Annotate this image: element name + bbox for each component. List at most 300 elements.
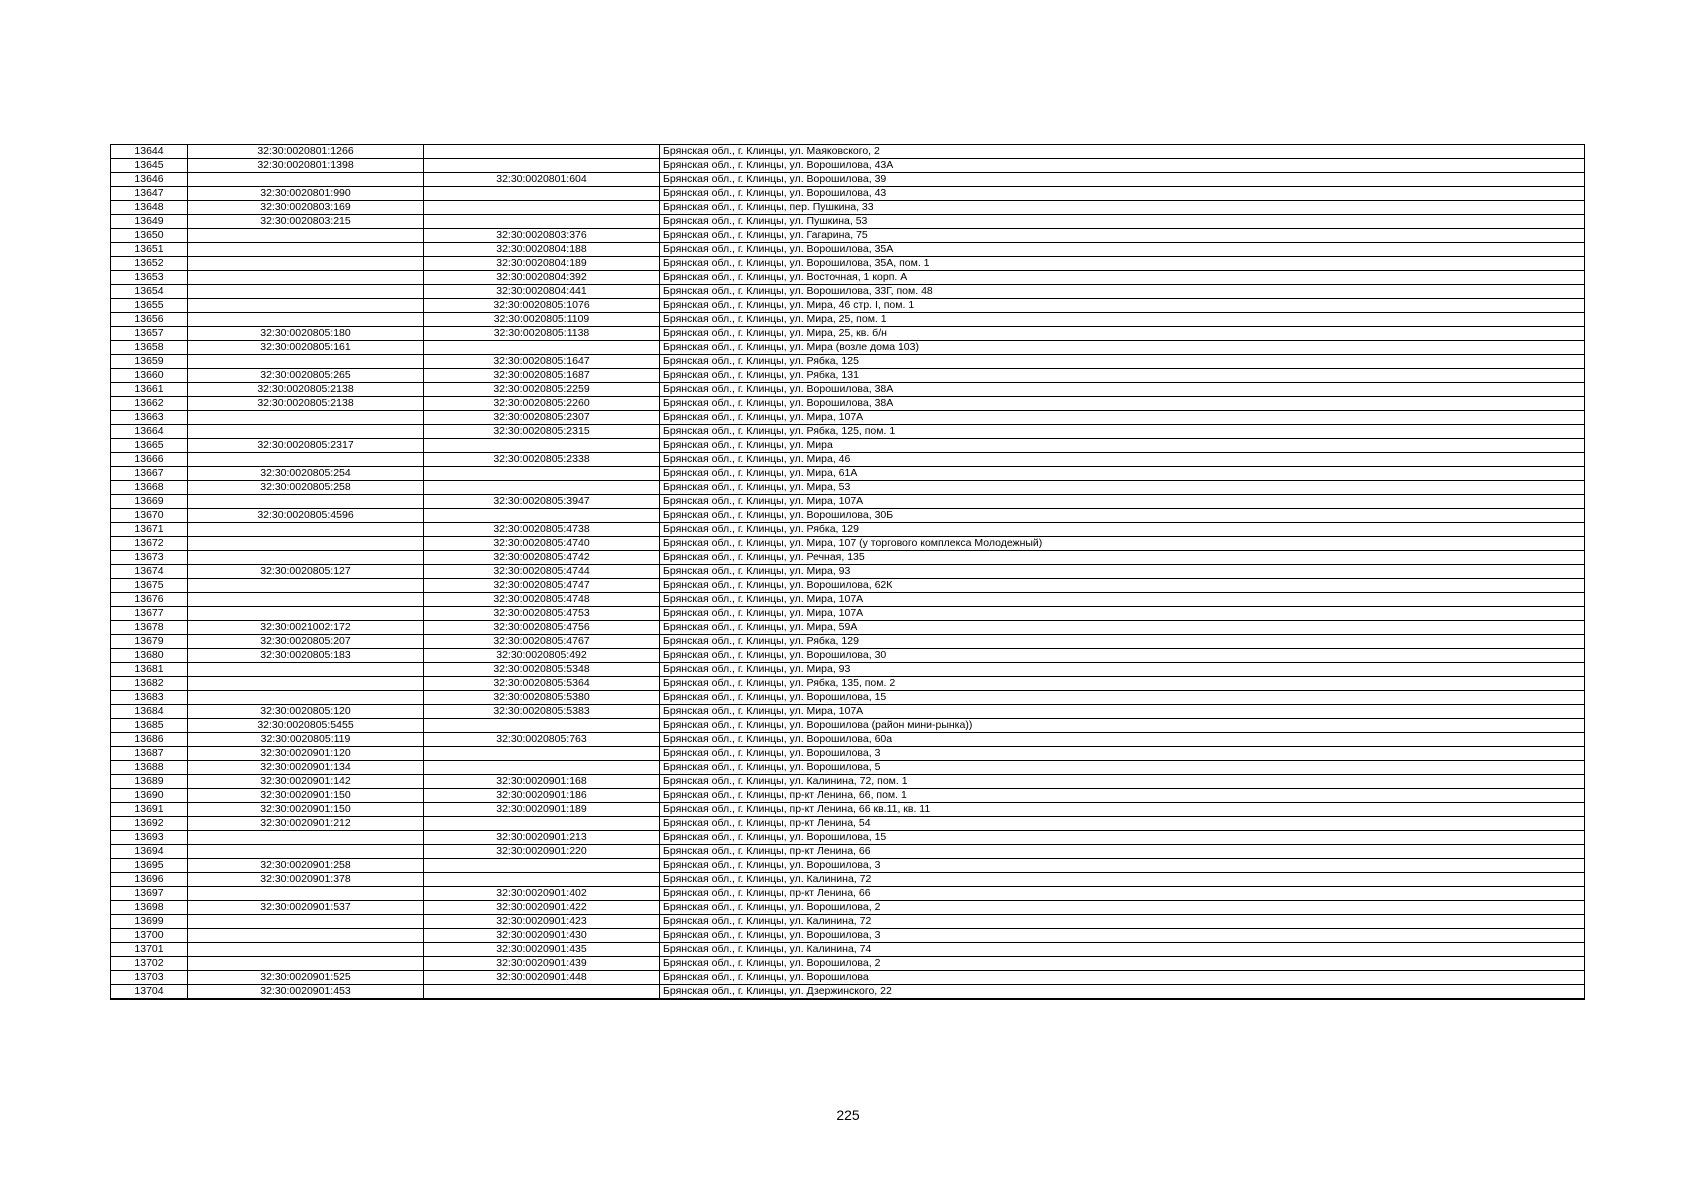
address-cell: Брянская обл., г. Клинцы, ул. Ворошилова, 38А xyxy=(660,397,1585,411)
cadastral-number-cell: 32:30:0020805:258 xyxy=(188,481,424,495)
object-cadastral-number-cell: 32:30:0020901:422 xyxy=(424,901,660,915)
cadastral-number-cell: 32:30:0020805:5455 xyxy=(188,719,424,733)
cadastral-number-cell: 32:30:0020901:258 xyxy=(188,859,424,873)
address-cell: Брянская обл., г. Клинцы, ул. Мира, 107А xyxy=(660,495,1585,509)
address-cell: Брянская обл., г. Клинцы, ул. Рябка, 125, пом. 1 xyxy=(660,425,1585,439)
address-cell: Брянская обл., г. Клинцы, пр-кт Ленина, 66 кв.11, кв. 11 xyxy=(660,803,1585,817)
row-number-cell: 13647 xyxy=(111,187,188,201)
object-cadastral-number-cell: 32:30:0020901:435 xyxy=(424,943,660,957)
row-number-cell: 13686 xyxy=(111,733,188,747)
cadastral-number-cell: 32:30:0020805:120 xyxy=(188,705,424,719)
cadastral-number-cell: 32:30:0020805:119 xyxy=(188,733,424,747)
row-number-cell: 13698 xyxy=(111,901,188,915)
object-cadastral-number-cell: 32:30:0020901:402 xyxy=(424,887,660,901)
object-cadastral-number-cell: 32:30:0020901:213 xyxy=(424,831,660,845)
address-cell: Брянская обл., г. Клинцы, ул. Ворошилова, 35А, пом. 1 xyxy=(660,257,1585,271)
row-number-cell: 13652 xyxy=(111,257,188,271)
address-cell: Брянская обл., г. Клинцы, ул. Мира, 46 xyxy=(660,453,1585,467)
object-cadastral-number-cell: 32:30:0020805:3947 xyxy=(424,495,660,509)
table-row xyxy=(111,831,1585,845)
cadastral-number-cell xyxy=(188,845,424,859)
row-number-cell: 13696 xyxy=(111,873,188,887)
table-row xyxy=(111,495,1585,509)
table-row xyxy=(111,313,1585,327)
cadastral-number-cell xyxy=(188,663,424,677)
object-cadastral-number-cell: 32:30:0020805:4748 xyxy=(424,593,660,607)
cadastral-number-cell: 32:30:0020901:537 xyxy=(188,901,424,915)
row-number-cell: 13648 xyxy=(111,201,188,215)
address-cell: Брянская обл., г. Клинцы, ул. Маяковского, 2 xyxy=(660,145,1585,159)
table-row xyxy=(111,257,1585,271)
address-cell: Брянская обл., г. Клинцы, ул. Ворошилова, 43 xyxy=(660,187,1585,201)
row-number-cell: 13687 xyxy=(111,747,188,761)
object-cadastral-number-cell: 32:30:0020803:376 xyxy=(424,229,660,243)
row-number-cell: 13694 xyxy=(111,845,188,859)
address-cell: Брянская обл., г. Клинцы, ул. Ворошилова, 30Б xyxy=(660,509,1585,523)
table-row xyxy=(111,201,1585,215)
object-cadastral-number-cell xyxy=(424,859,660,873)
address-cell: Брянская обл., г. Клинцы, ул. Мира, 25, пом. 1 xyxy=(660,313,1585,327)
row-number-cell: 13649 xyxy=(111,215,188,229)
address-cell: Брянская обл., г. Клинцы, ул. Рябка, 135, пом. 2 xyxy=(660,677,1585,691)
address-cell: Брянская обл., г. Клинцы, ул. Ворошилова, 60а xyxy=(660,733,1585,747)
cadastral-number-cell xyxy=(188,887,424,901)
cadastral-number-cell xyxy=(188,691,424,705)
table-row xyxy=(111,747,1585,761)
cadastral-number-cell: 32:30:0020901:212 xyxy=(188,817,424,831)
cadastral-number-cell: 32:30:0020805:2317 xyxy=(188,439,424,453)
table-row xyxy=(111,789,1585,803)
row-number-cell: 13657 xyxy=(111,327,188,341)
table-row xyxy=(111,481,1585,495)
object-cadastral-number-cell: 32:30:0020805:4744 xyxy=(424,565,660,579)
table-row xyxy=(111,271,1585,285)
cadastral-number-cell xyxy=(188,929,424,943)
table-row xyxy=(111,453,1585,467)
row-number-cell: 13692 xyxy=(111,817,188,831)
object-cadastral-number-cell xyxy=(424,467,660,481)
row-number-cell: 13661 xyxy=(111,383,188,397)
row-number-cell: 13672 xyxy=(111,537,188,551)
cadastral-number-cell xyxy=(188,831,424,845)
address-cell: Брянская обл., г. Клинцы, ул. Ворошилова (район мини-рынка)) xyxy=(660,719,1585,733)
row-number-cell: 13691 xyxy=(111,803,188,817)
cadastral-number-cell xyxy=(188,257,424,271)
address-cell: Брянская обл., г. Клинцы, ул. Мира, 61А xyxy=(660,467,1585,481)
table-row xyxy=(111,229,1585,243)
address-cell: Брянская обл., г. Клинцы, ул. Ворошилова, 15 xyxy=(660,691,1585,705)
cadastral-number-cell xyxy=(188,593,424,607)
cadastral-number-cell: 32:30:0020801:1398 xyxy=(188,159,424,173)
object-cadastral-number-cell: 32:30:0020805:492 xyxy=(424,649,660,663)
cadastral-number-cell: 32:30:0020805:265 xyxy=(188,369,424,383)
object-cadastral-number-cell: 32:30:0020805:4756 xyxy=(424,621,660,635)
cadastral-number-cell: 32:30:0020901:453 xyxy=(188,985,424,1000)
object-cadastral-number-cell: 32:30:0020805:4742 xyxy=(424,551,660,565)
object-cadastral-number-cell: 32:30:0020901:448 xyxy=(424,971,660,985)
object-cadastral-number-cell: 32:30:0020805:4747 xyxy=(424,579,660,593)
object-cadastral-number-cell: 32:30:0020901:220 xyxy=(424,845,660,859)
table-row xyxy=(111,397,1585,411)
address-cell: Брянская обл., г. Клинцы, ул. Мира (возле дома 103) xyxy=(660,341,1585,355)
table-row xyxy=(111,705,1585,719)
row-number-cell: 13689 xyxy=(111,775,188,789)
object-cadastral-number-cell xyxy=(424,761,660,775)
table-row xyxy=(111,187,1585,201)
object-cadastral-number-cell xyxy=(424,873,660,887)
table-row xyxy=(111,621,1585,635)
address-cell: Брянская обл., г. Клинцы, ул. Ворошилова, 3 xyxy=(660,929,1585,943)
row-number-cell: 13675 xyxy=(111,579,188,593)
row-number-cell: 13668 xyxy=(111,481,188,495)
table-row xyxy=(111,327,1585,341)
object-cadastral-number-cell xyxy=(424,159,660,173)
address-cell: Брянская обл., г. Клинцы, ул. Ворошилова, 35А xyxy=(660,243,1585,257)
address-cell: Брянская обл., г. Клинцы, ул. Мира, 53 xyxy=(660,481,1585,495)
table-row xyxy=(111,537,1585,551)
object-cadastral-number-cell: 32:30:0020901:430 xyxy=(424,929,660,943)
address-cell: Брянская обл., г. Клинцы, ул. Ворошилова, 43А xyxy=(660,159,1585,173)
table-row xyxy=(111,971,1585,985)
row-number-cell: 13703 xyxy=(111,971,188,985)
object-cadastral-number-cell: 32:30:0020805:5348 xyxy=(424,663,660,677)
object-cadastral-number-cell: 32:30:0020901:439 xyxy=(424,957,660,971)
table-row xyxy=(111,663,1585,677)
cadastral-number-cell xyxy=(188,453,424,467)
address-cell: Брянская обл., г. Клинцы, ул. Мира, 25, кв. б/н xyxy=(660,327,1585,341)
table-row xyxy=(111,775,1585,789)
object-cadastral-number-cell xyxy=(424,481,660,495)
row-number-cell: 13679 xyxy=(111,635,188,649)
row-number-cell: 13674 xyxy=(111,565,188,579)
cadastral-number-cell xyxy=(188,243,424,257)
row-number-cell: 13690 xyxy=(111,789,188,803)
address-cell: Брянская обл., г. Клинцы, ул. Речная, 135 xyxy=(660,551,1585,565)
row-number-cell: 13702 xyxy=(111,957,188,971)
cadastral-number-cell: 32:30:0020901:142 xyxy=(188,775,424,789)
address-cell: Брянская обл., г. Клинцы, ул. Ворошилова, 3 xyxy=(660,859,1585,873)
table-row xyxy=(111,369,1585,383)
address-cell: Брянская обл., г. Клинцы, пр-кт Ленина, 66, пом. 1 xyxy=(660,789,1585,803)
address-cell: Брянская обл., г. Клинцы, ул. Мира, 107А xyxy=(660,411,1585,425)
cadastral-number-cell xyxy=(188,677,424,691)
table-row xyxy=(111,341,1585,355)
cadastral-number-cell: 32:30:0020805:254 xyxy=(188,467,424,481)
cadastral-number-cell: 32:30:0020901:120 xyxy=(188,747,424,761)
cadastral-number-cell: 32:30:0020901:525 xyxy=(188,971,424,985)
address-cell: Брянская обл., г. Клинцы, ул. Ворошилова, 30 xyxy=(660,649,1585,663)
table-row xyxy=(111,159,1585,173)
object-cadastral-number-cell: 32:30:0020805:1647 xyxy=(424,355,660,369)
cadastral-number-cell xyxy=(188,299,424,313)
cadastral-number-cell xyxy=(188,229,424,243)
object-cadastral-number-cell: 32:30:0020804:441 xyxy=(424,285,660,299)
table-row xyxy=(111,299,1585,313)
row-number-cell: 13700 xyxy=(111,929,188,943)
object-cadastral-number-cell: 32:30:0020805:4753 xyxy=(424,607,660,621)
address-cell: Брянская обл., г. Клинцы, ул. Мира, 59А xyxy=(660,621,1585,635)
address-cell: Брянская обл., г. Клинцы, ул. Рябка, 125 xyxy=(660,355,1585,369)
table-row xyxy=(111,635,1585,649)
table-row xyxy=(111,817,1585,831)
object-cadastral-number-cell: 32:30:0020805:2259 xyxy=(424,383,660,397)
address-cell: Брянская обл., г. Клинцы, ул. Мира, 107А xyxy=(660,593,1585,607)
row-number-cell: 13670 xyxy=(111,509,188,523)
address-cell: Брянская обл., г. Клинцы, ул. Пушкина, 53 xyxy=(660,215,1585,229)
table-row xyxy=(111,215,1585,229)
address-cell: Брянская обл., г. Клинцы, ул. Ворошилова, 62К xyxy=(660,579,1585,593)
row-number-cell: 13667 xyxy=(111,467,188,481)
object-cadastral-number-cell xyxy=(424,341,660,355)
address-cell: Брянская обл., г. Клинцы, ул. Калинина, 74 xyxy=(660,943,1585,957)
address-cell: Брянская обл., г. Клинцы, ул. Дзержинского, 22 xyxy=(660,985,1585,1000)
address-cell: Брянская обл., г. Клинцы, пр-кт Ленина, 54 xyxy=(660,817,1585,831)
table-row xyxy=(111,173,1585,187)
object-cadastral-number-cell xyxy=(424,215,660,229)
row-number-cell: 13678 xyxy=(111,621,188,635)
row-number-cell: 13680 xyxy=(111,649,188,663)
object-cadastral-number-cell xyxy=(424,201,660,215)
cadastral-number-cell: 32:30:0020801:990 xyxy=(188,187,424,201)
cadastral-number-cell xyxy=(188,551,424,565)
object-cadastral-number-cell: 32:30:0020805:5380 xyxy=(424,691,660,705)
object-cadastral-number-cell xyxy=(424,719,660,733)
table-row xyxy=(111,383,1585,397)
table-row xyxy=(111,551,1585,565)
table-row xyxy=(111,943,1585,957)
row-number-cell: 13650 xyxy=(111,229,188,243)
object-cadastral-number-cell xyxy=(424,145,660,159)
address-cell: Брянская обл., г. Клинцы, ул. Мира, 107 (у торгового комплекса Молодежный) xyxy=(660,537,1585,551)
object-cadastral-number-cell: 32:30:0020901:168 xyxy=(424,775,660,789)
row-number-cell: 13688 xyxy=(111,761,188,775)
address-cell: Брянская обл., г. Клинцы, ул. Мира, 107А xyxy=(660,607,1585,621)
row-number-cell: 13660 xyxy=(111,369,188,383)
address-cell: Брянская обл., г. Клинцы, ул. Рябка, 129 xyxy=(660,635,1585,649)
table-row xyxy=(111,439,1585,453)
table-row xyxy=(111,873,1585,887)
table-row xyxy=(111,411,1585,425)
address-cell: Брянская обл., г. Клинцы, ул. Ворошилова, 39 xyxy=(660,173,1585,187)
row-number-cell: 13644 xyxy=(111,145,188,159)
address-cell: Брянская обл., г. Клинцы, ул. Мира xyxy=(660,439,1585,453)
row-number-cell: 13684 xyxy=(111,705,188,719)
row-number-cell: 13665 xyxy=(111,439,188,453)
row-number-cell: 13645 xyxy=(111,159,188,173)
row-number-cell: 13664 xyxy=(111,425,188,439)
cadastral-number-cell xyxy=(188,943,424,957)
object-cadastral-number-cell: 32:30:0020805:2315 xyxy=(424,425,660,439)
cadastral-number-cell: 32:30:0020901:150 xyxy=(188,789,424,803)
address-cell: Брянская обл., г. Клинцы, ул. Ворошилова, 5 xyxy=(660,761,1585,775)
table-row xyxy=(111,649,1585,663)
address-cell: Брянская обл., г. Клинцы, ул. Ворошилова, 33Г, пом. 48 xyxy=(660,285,1585,299)
object-cadastral-number-cell: 32:30:0020804:189 xyxy=(424,257,660,271)
object-cadastral-number-cell: 32:30:0020805:763 xyxy=(424,733,660,747)
object-cadastral-number-cell: 32:30:0020805:1076 xyxy=(424,299,660,313)
row-number-cell: 13677 xyxy=(111,607,188,621)
table-row xyxy=(111,145,1585,159)
table-row xyxy=(111,523,1585,537)
row-number-cell: 13673 xyxy=(111,551,188,565)
cadastral-number-cell: 32:30:0021002:172 xyxy=(188,621,424,635)
object-cadastral-number-cell xyxy=(424,187,660,201)
address-cell: Брянская обл., г. Клинцы, ул. Ворошилова xyxy=(660,971,1585,985)
cadastral-number-cell: 32:30:0020805:207 xyxy=(188,635,424,649)
object-cadastral-number-cell: 32:30:0020805:2307 xyxy=(424,411,660,425)
row-number-cell: 13695 xyxy=(111,859,188,873)
object-cadastral-number-cell: 32:30:0020805:5364 xyxy=(424,677,660,691)
address-cell: Брянская обл., г. Клинцы, ул. Ворошилова, 15 xyxy=(660,831,1585,845)
cadastral-number-cell: 32:30:0020805:2138 xyxy=(188,383,424,397)
table-row xyxy=(111,887,1585,901)
cadastral-number-cell: 32:30:0020801:1266 xyxy=(188,145,424,159)
object-cadastral-number-cell: 32:30:0020805:2338 xyxy=(424,453,660,467)
address-cell: Брянская обл., г. Клинцы, ул. Гагарина, 75 xyxy=(660,229,1585,243)
table-row xyxy=(111,593,1585,607)
object-cadastral-number-cell: 32:30:0020805:2260 xyxy=(424,397,660,411)
object-cadastral-number-cell: 32:30:0020805:1109 xyxy=(424,313,660,327)
table-row xyxy=(111,985,1585,1000)
cadastral-number-cell: 32:30:0020805:4596 xyxy=(188,509,424,523)
cadastral-number-cell xyxy=(188,915,424,929)
address-cell: Брянская обл., г. Клинцы, пр-кт Ленина, 66 xyxy=(660,887,1585,901)
table-row xyxy=(111,761,1585,775)
cadastral-number-cell xyxy=(188,285,424,299)
row-number-cell: 13654 xyxy=(111,285,188,299)
address-cell: Брянская обл., г. Клинцы, пер. Пушкина, 33 xyxy=(660,201,1585,215)
row-number-cell: 13666 xyxy=(111,453,188,467)
table-row xyxy=(111,607,1585,621)
address-cell: Брянская обл., г. Клинцы, ул. Ворошилова, 3 xyxy=(660,747,1585,761)
row-number-cell: 13659 xyxy=(111,355,188,369)
address-cell: Брянская обл., г. Клинцы, ул. Калинина, 72, пом. 1 xyxy=(660,775,1585,789)
address-cell: Брянская обл., г. Клинцы, ул. Ворошилова, 2 xyxy=(660,901,1585,915)
table-row xyxy=(111,565,1585,579)
address-cell: Брянская обл., г. Клинцы, ул. Мира, 93 xyxy=(660,565,1585,579)
row-number-cell: 13662 xyxy=(111,397,188,411)
row-number-cell: 13701 xyxy=(111,943,188,957)
address-cell: Брянская обл., г. Клинцы, ул. Рябка, 129 xyxy=(660,523,1585,537)
cadastral-number-cell xyxy=(188,523,424,537)
table-row xyxy=(111,691,1585,705)
address-cell: Брянская обл., г. Клинцы, пр-кт Ленина, 66 xyxy=(660,845,1585,859)
row-number-cell: 13683 xyxy=(111,691,188,705)
cadastral-number-cell: 32:30:0020805:180 xyxy=(188,327,424,341)
cadastral-number-cell xyxy=(188,313,424,327)
row-number-cell: 13676 xyxy=(111,593,188,607)
cadastral-number-cell: 32:30:0020805:2138 xyxy=(188,397,424,411)
table-row xyxy=(111,355,1585,369)
row-number-cell: 13693 xyxy=(111,831,188,845)
cadastral-number-cell: 32:30:0020805:183 xyxy=(188,649,424,663)
cadastral-number-cell xyxy=(188,411,424,425)
object-cadastral-number-cell: 32:30:0020901:189 xyxy=(424,803,660,817)
table-row xyxy=(111,929,1585,943)
object-cadastral-number-cell: 32:30:0020805:1687 xyxy=(424,369,660,383)
table-row xyxy=(111,733,1585,747)
object-cadastral-number-cell: 32:30:0020805:4767 xyxy=(424,635,660,649)
table-row xyxy=(111,845,1585,859)
row-number-cell: 13671 xyxy=(111,523,188,537)
address-cell: Брянская обл., г. Клинцы, ул. Ворошилова, 2 xyxy=(660,957,1585,971)
address-cell: Брянская обл., г. Клинцы, ул. Мира, 107А xyxy=(660,705,1585,719)
cadastral-number-cell: 32:30:0020805:127 xyxy=(188,565,424,579)
cadastral-number-cell xyxy=(188,425,424,439)
table-row xyxy=(111,425,1585,439)
cadastral-number-cell xyxy=(188,607,424,621)
object-cadastral-number-cell: 32:30:0020801:604 xyxy=(424,173,660,187)
page-number: 225 xyxy=(836,1107,860,1123)
cadastral-number-cell xyxy=(188,537,424,551)
row-number-cell: 13655 xyxy=(111,299,188,313)
object-cadastral-number-cell: 32:30:0020804:188 xyxy=(424,243,660,257)
address-cell: Брянская обл., г. Клинцы, ул. Калинина, 72 xyxy=(660,873,1585,887)
registry-table xyxy=(110,144,1585,1000)
table-row xyxy=(111,957,1585,971)
row-number-cell: 13704 xyxy=(111,985,188,1000)
table-row xyxy=(111,901,1585,915)
row-number-cell: 13669 xyxy=(111,495,188,509)
table-row xyxy=(111,285,1585,299)
object-cadastral-number-cell: 32:30:0020901:423 xyxy=(424,915,660,929)
address-cell: Брянская обл., г. Клинцы, ул. Мира, 46 стр. I, пом. 1 xyxy=(660,299,1585,313)
object-cadastral-number-cell xyxy=(424,817,660,831)
cadastral-number-cell xyxy=(188,957,424,971)
row-number-cell: 13697 xyxy=(111,887,188,901)
cadastral-number-cell: 32:30:0020803:169 xyxy=(188,201,424,215)
table-row xyxy=(111,803,1585,817)
object-cadastral-number-cell: 32:30:0020805:4740 xyxy=(424,537,660,551)
row-number-cell: 13663 xyxy=(111,411,188,425)
cadastral-number-cell: 32:30:0020901:134 xyxy=(188,761,424,775)
row-number-cell: 13651 xyxy=(111,243,188,257)
object-cadastral-number-cell: 32:30:0020805:1138 xyxy=(424,327,660,341)
row-number-cell: 13681 xyxy=(111,663,188,677)
table-row xyxy=(111,859,1585,873)
cadastral-number-cell: 32:30:0020901:150 xyxy=(188,803,424,817)
row-number-cell: 13685 xyxy=(111,719,188,733)
row-number-cell: 13682 xyxy=(111,677,188,691)
cadastral-number-cell xyxy=(188,271,424,285)
table-row xyxy=(111,243,1585,257)
row-number-cell: 13656 xyxy=(111,313,188,327)
cadastral-number-cell xyxy=(188,355,424,369)
cadastral-number-cell xyxy=(188,579,424,593)
row-number-cell: 13646 xyxy=(111,173,188,187)
table-row xyxy=(111,677,1585,691)
address-cell: Брянская обл., г. Клинцы, ул. Восточная, 1 корп. А xyxy=(660,271,1585,285)
registry-table-body xyxy=(111,145,1585,1000)
table-row xyxy=(111,509,1585,523)
cadastral-number-cell: 32:30:0020805:161 xyxy=(188,341,424,355)
address-cell: Брянская обл., г. Клинцы, ул. Калинина, 72 xyxy=(660,915,1585,929)
object-cadastral-number-cell xyxy=(424,747,660,761)
object-cadastral-number-cell: 32:30:0020805:5383 xyxy=(424,705,660,719)
cadastral-number-cell: 32:30:0020803:215 xyxy=(188,215,424,229)
cadastral-number-cell xyxy=(188,495,424,509)
row-number-cell: 13658 xyxy=(111,341,188,355)
object-cadastral-number-cell xyxy=(424,985,660,1000)
object-cadastral-number-cell: 32:30:0020804:392 xyxy=(424,271,660,285)
address-cell: Брянская обл., г. Клинцы, ул. Мира, 93 xyxy=(660,663,1585,677)
object-cadastral-number-cell xyxy=(424,509,660,523)
table-row xyxy=(111,467,1585,481)
table-row xyxy=(111,579,1585,593)
table-row xyxy=(111,719,1585,733)
cadastral-number-cell xyxy=(188,173,424,187)
object-cadastral-number-cell: 32:30:0020901:186 xyxy=(424,789,660,803)
